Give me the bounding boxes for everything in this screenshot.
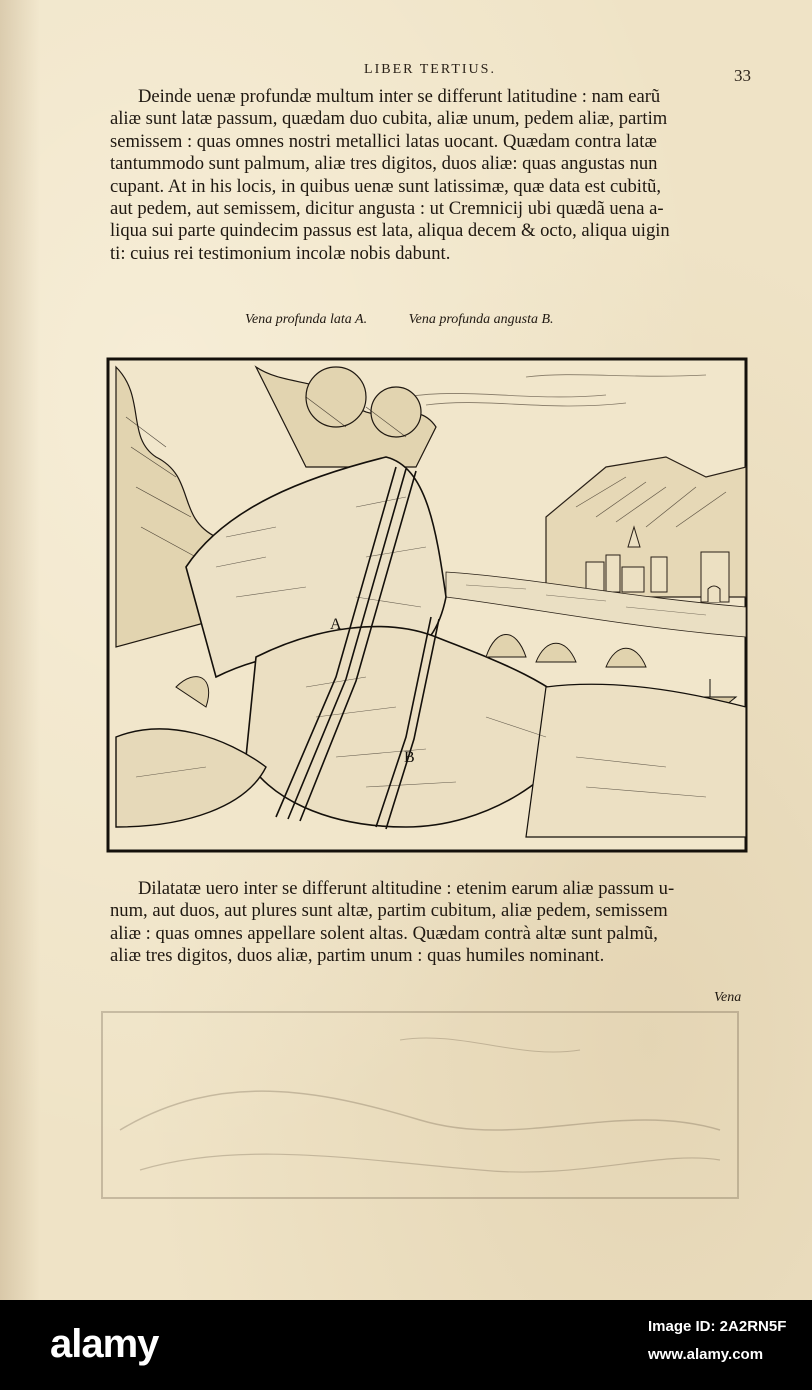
text-line: aut pedem, aut semissem, dicitur angusta : ut Cremnicij ubi quædã uena a- [110,198,664,220]
image-id: Image ID: 2A2RN5F [648,1318,787,1335]
text-line: aliæ : quas omnes appellare solent altas. Quædam contrà altæ sunt palmũ, [110,922,658,944]
caption-vena-lata: Vena profunda lata A. [245,312,368,327]
alamy-logo: alamy [50,1322,159,1366]
text-line: semissem : quas omnes nostri metallici latas uocant. Quædam contra latæ [110,130,657,152]
figure-label-b: B [404,749,415,766]
figure-captions [245,312,645,328]
footer-url: www.alamy.com [648,1346,764,1363]
text-line: aliæ tres digitos, duos aliæ, partim unum : quas humiles nominant. [110,945,605,967]
woodcut-illustration [106,357,748,853]
paragraph-2 [110,878,760,968]
figure-label-a: A [330,616,342,633]
text-line: tantummodo sunt palmum, aliæ tres digitos, duos aliæ: quas angustas nun [110,153,658,175]
caption-vena-angusta: Vena profunda angusta B. [408,312,554,327]
text-line: ti: cuius rei testimonium incolæ nobis dabunt. [110,242,451,264]
text-line: cupant. At in his locis, in quibus uenæ sunt latissimæ, quæ data est cubitũ, [110,175,662,197]
bleed-through-image [100,1010,740,1200]
text-line: Deinde uenæ profundæ multum inter se differunt latitudine : nam earũ [138,86,661,107]
text-line: liqua sui parte quindecim passus est lata, aliqua decem & octo, aliqua uigin [110,220,670,242]
text-line: aliæ sunt latæ passum, quædam duo cubita, aliæ unum, pedem aliæ, partim [110,108,668,130]
gutter-shadow [0,0,40,1300]
paragraph-1 [110,86,760,265]
page-number: 33 [734,66,751,85]
text-line: Dilatatæ uero inter se differunt altitudine : etenim earum aliæ passum u- [138,878,675,899]
catchword: Vena [714,990,742,1005]
running-head: LIBER TERTIUS. [364,62,496,77]
text-line: num, aut duos, aut plures sunt altæ, partim cubitum, aliæ pedem, semissem [110,900,668,922]
